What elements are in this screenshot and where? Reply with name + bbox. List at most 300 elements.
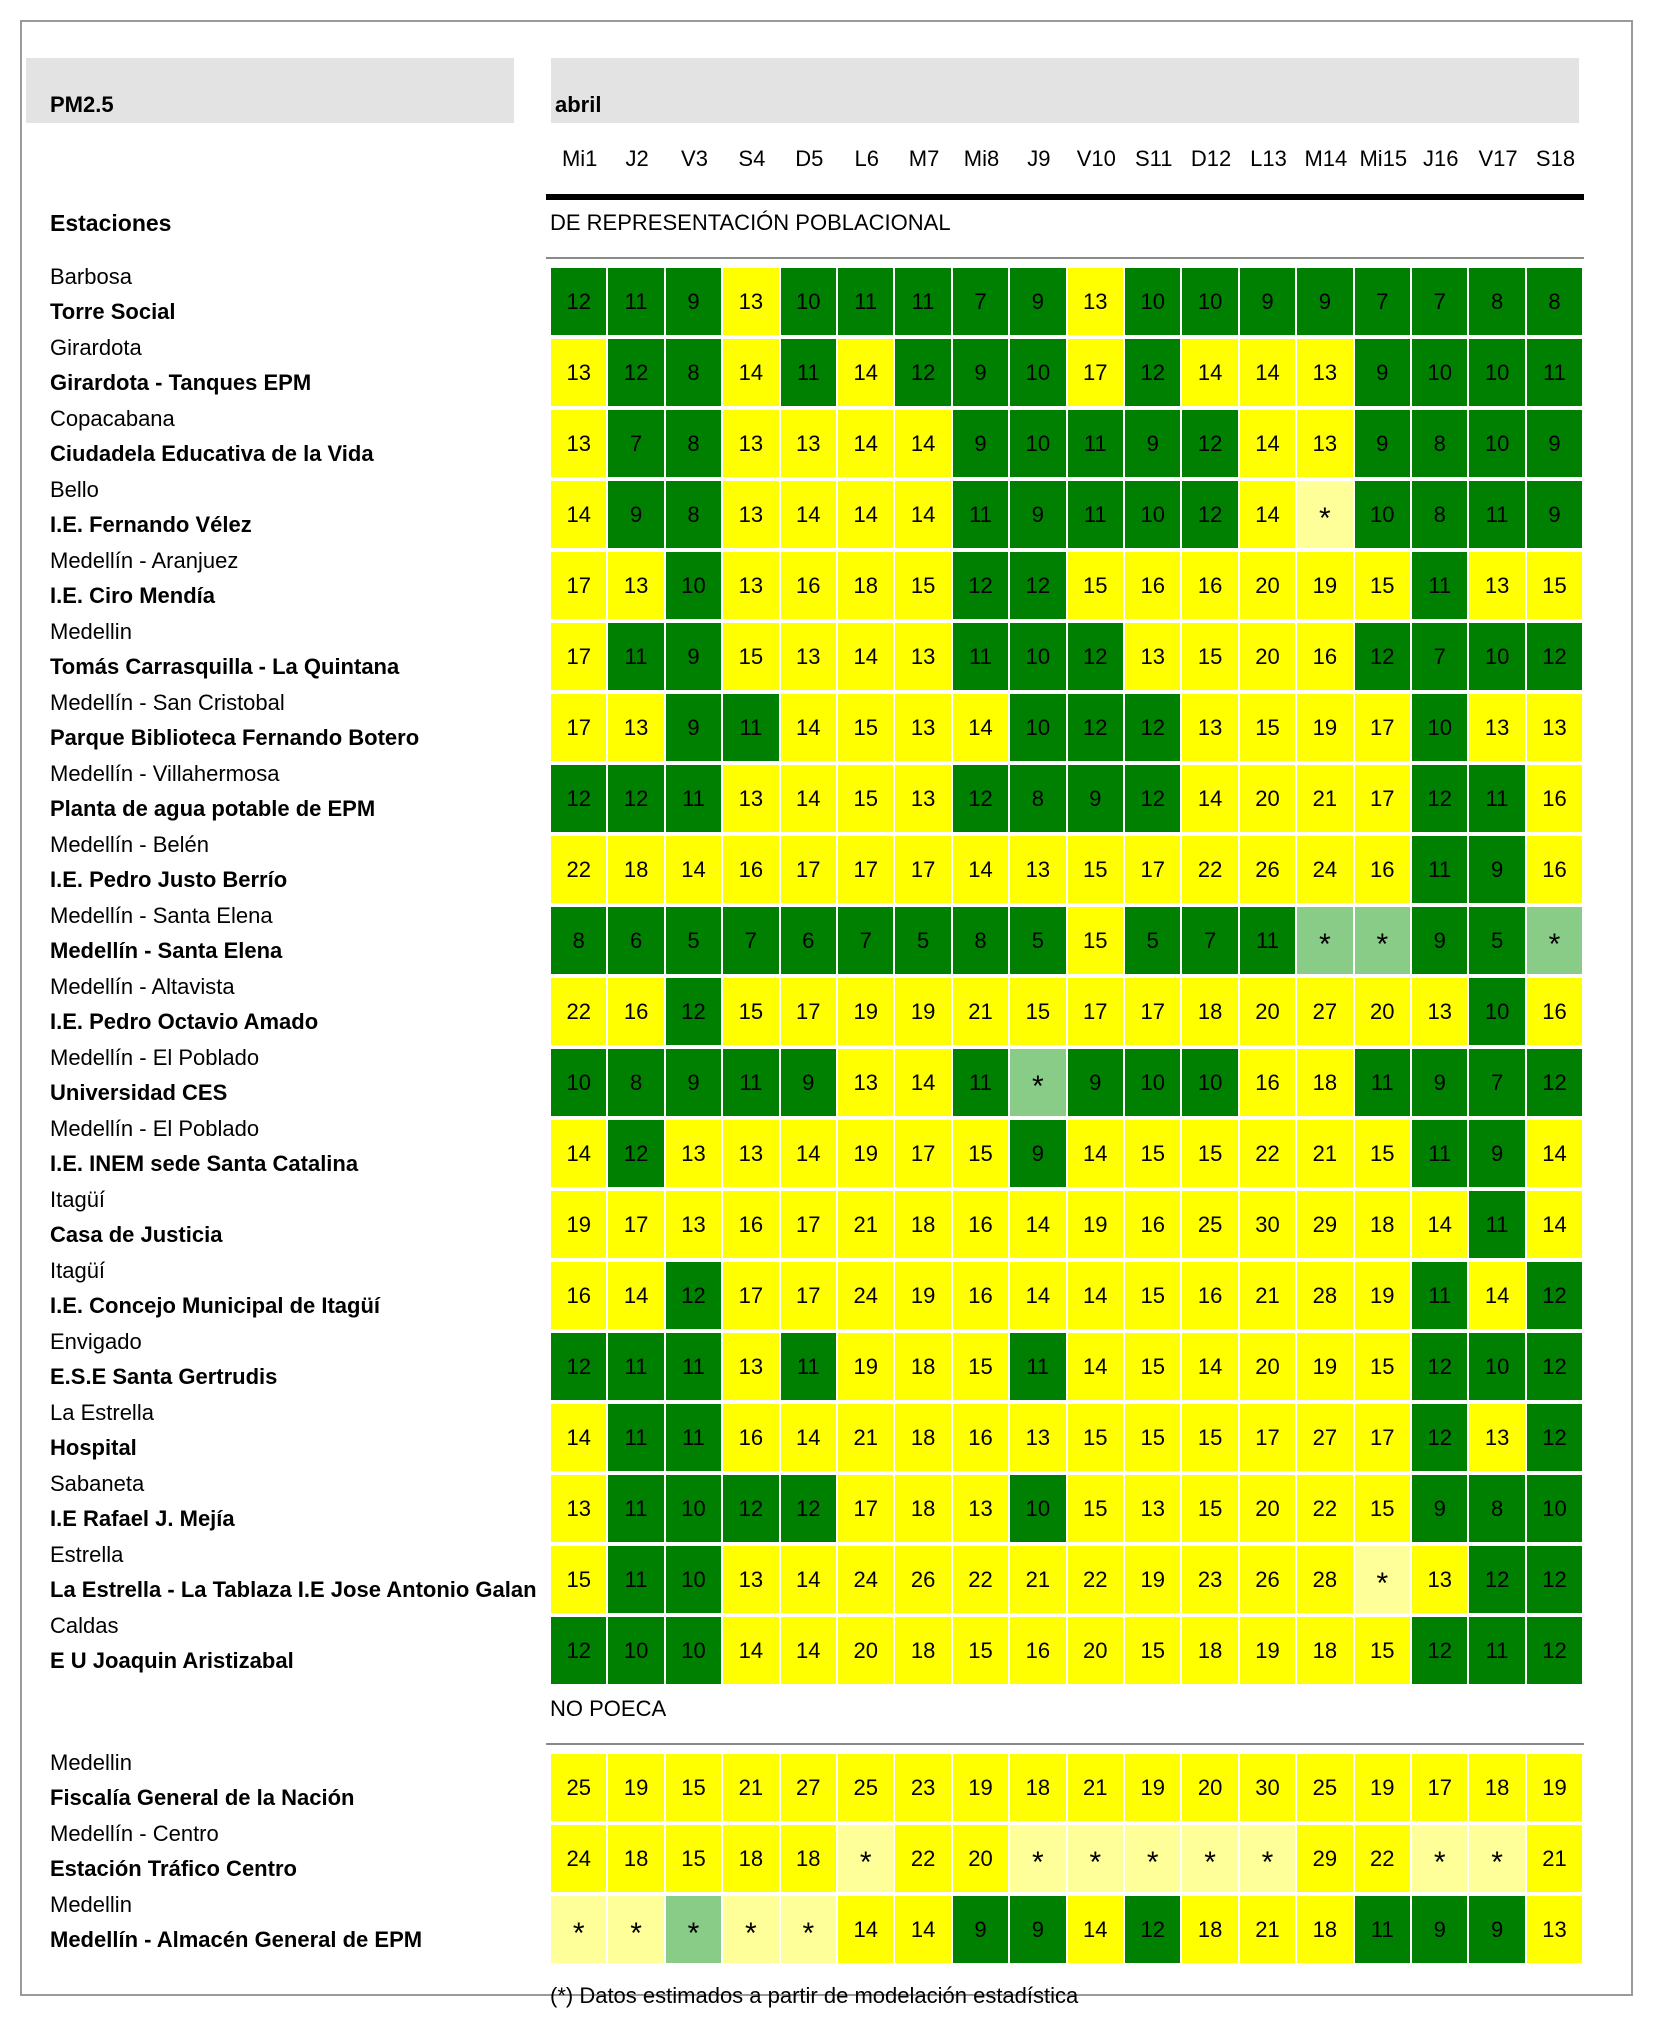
value-cell: 12 — [1355, 623, 1410, 690]
value-cell: 9 — [1010, 268, 1065, 335]
value-cell: 16 — [781, 552, 836, 619]
value-cell: 10 — [1469, 623, 1524, 690]
station-label — [50, 1258, 610, 1333]
value-cell: 8 — [666, 410, 721, 477]
value-cell: 13 — [1297, 410, 1352, 477]
value-cell: 14 — [838, 339, 893, 406]
table-row — [551, 836, 1585, 907]
day-header: V3 — [681, 146, 708, 171]
value-cell: 12 — [666, 1262, 721, 1329]
station-label — [50, 1542, 610, 1617]
value-cell: 13 — [1297, 339, 1352, 406]
value-cell: 14 — [723, 1617, 778, 1684]
station-name: I.E. Pedro Octavio Amado — [50, 1009, 319, 1034]
station-name: Medellín - Santa Elena — [50, 938, 283, 963]
value-cell: 10 — [1469, 339, 1524, 406]
value-cell: 13 — [1527, 1896, 1582, 1963]
value-cell: 15 — [1182, 1404, 1237, 1471]
value-cell: 16 — [1182, 1262, 1237, 1329]
value-cell: 11 — [1412, 836, 1467, 903]
value-cell: 15 — [1068, 1475, 1123, 1542]
value-cell: 17 — [1068, 978, 1123, 1045]
value-cell: 7 — [953, 268, 1008, 335]
table-row — [551, 1191, 1585, 1262]
value-cell: 12 — [1182, 410, 1237, 477]
value-cell: 26 — [1240, 836, 1295, 903]
value-cell: 23 — [895, 1754, 950, 1821]
value-cell: * — [551, 1896, 606, 1963]
table-row — [551, 1262, 1585, 1333]
value-cell: 19 — [1297, 694, 1352, 761]
value-cell: 13 — [1010, 1404, 1065, 1471]
value-cell: 10 — [551, 1049, 606, 1116]
value-cell: 12 — [608, 339, 663, 406]
table-row — [551, 1896, 1585, 1967]
value-cell: 18 — [895, 1404, 950, 1471]
value-cell: 11 — [953, 1049, 1008, 1116]
value-cell: 14 — [953, 694, 1008, 761]
day-header: M14 — [1304, 146, 1348, 171]
value-cell: 18 — [1010, 1754, 1065, 1821]
value-cell: 15 — [723, 623, 778, 690]
value-cell: 10 — [1125, 268, 1180, 335]
value-cell: 14 — [608, 1262, 663, 1329]
value-cell: 10 — [1125, 481, 1180, 548]
value-cell: * — [1240, 1825, 1295, 1892]
value-cell: 18 — [1182, 1617, 1237, 1684]
value-cell: 11 — [1068, 410, 1123, 477]
value-cell: 18 — [895, 1333, 950, 1400]
value-cell: 10 — [1355, 481, 1410, 548]
value-cell: 15 — [1182, 1120, 1237, 1187]
value-cell: 15 — [723, 978, 778, 1045]
value-cell: 11 — [608, 1404, 663, 1471]
value-cell: 15 — [666, 1825, 721, 1892]
value-cell: 11 — [953, 481, 1008, 548]
value-cell: 14 — [1240, 481, 1295, 548]
value-cell: * — [666, 1896, 721, 1963]
value-cell: 12 — [608, 1120, 663, 1187]
value-cell: 10 — [781, 268, 836, 335]
value-cell: 14 — [895, 410, 950, 477]
value-cell: 9 — [1412, 1896, 1467, 1963]
value-cell: 13 — [838, 1049, 893, 1116]
value-cell: 22 — [551, 836, 606, 903]
value-cell: 8 — [608, 1049, 663, 1116]
value-cell: 16 — [1527, 765, 1582, 832]
value-cell: 14 — [1527, 1191, 1582, 1258]
value-cell: 15 — [1355, 1333, 1410, 1400]
value-cell: * — [1010, 1825, 1065, 1892]
value-cell: 13 — [1469, 694, 1524, 761]
value-cell: 11 — [781, 339, 836, 406]
value-cell: 14 — [551, 481, 606, 548]
value-cell: 10 — [1010, 339, 1065, 406]
value-cell: 12 — [1412, 1617, 1467, 1684]
value-cell: 16 — [1010, 1617, 1065, 1684]
section-rule-poblacional — [546, 257, 1584, 259]
station-label — [50, 903, 610, 978]
value-cell: 12 — [1412, 1333, 1467, 1400]
value-cell: 17 — [781, 1262, 836, 1329]
value-cell: 14 — [781, 765, 836, 832]
value-cell: 19 — [895, 978, 950, 1045]
value-cell: 16 — [1527, 978, 1582, 1045]
value-cell: 19 — [895, 1262, 950, 1329]
value-cell: 10 — [1469, 1333, 1524, 1400]
value-cell: 20 — [1240, 1475, 1295, 1542]
value-cell: 8 — [953, 907, 1008, 974]
municipality-name: Itagüí — [50, 1258, 106, 1283]
value-cell: 15 — [1355, 1120, 1410, 1187]
value-cell: 15 — [953, 1333, 1008, 1400]
value-cell: 11 — [1010, 1333, 1065, 1400]
value-cell: 9 — [666, 623, 721, 690]
section-label-no-poeca: NO POECA — [550, 1696, 667, 1721]
value-cell: * — [1068, 1825, 1123, 1892]
station-name: La Estrella - La Tablaza I.E Jose Antonio Galan — [50, 1577, 537, 1602]
value-cell: 11 — [895, 268, 950, 335]
value-cell: 12 — [1527, 1333, 1582, 1400]
value-cell: 17 — [608, 1191, 663, 1258]
value-cell: 21 — [838, 1404, 893, 1471]
value-cell: 20 — [1355, 978, 1410, 1045]
value-cell: 25 — [1297, 1754, 1352, 1821]
section-rule-no-poeca — [546, 1743, 1584, 1745]
value-cell: 21 — [1240, 1896, 1295, 1963]
municipality-name: Envigado — [50, 1329, 142, 1354]
value-cell: 18 — [1469, 1754, 1524, 1821]
value-cell: 10 — [1125, 1049, 1180, 1116]
value-cell: 19 — [608, 1754, 663, 1821]
day-header: S4 — [738, 146, 766, 171]
value-cell: 12 — [1412, 765, 1467, 832]
value-cell: 9 — [1240, 268, 1295, 335]
value-cell: 19 — [1240, 1617, 1295, 1684]
value-cell: 9 — [666, 1049, 721, 1116]
value-cell: 25 — [551, 1754, 606, 1821]
value-cell: 11 — [1355, 1049, 1410, 1116]
value-cell: 8 — [666, 481, 721, 548]
value-cell: 13 — [1527, 694, 1582, 761]
value-cell: 15 — [838, 765, 893, 832]
value-cell: 15 — [1527, 552, 1582, 619]
value-cell: 11 — [781, 1333, 836, 1400]
value-cell: 15 — [1355, 1475, 1410, 1542]
value-cell: 15 — [1182, 623, 1237, 690]
value-cell: 28 — [1297, 1262, 1352, 1329]
value-cell: 13 — [1469, 552, 1524, 619]
value-cell: 10 — [1010, 1475, 1065, 1542]
value-cell: 29 — [1297, 1825, 1352, 1892]
value-cell: 14 — [1068, 1896, 1123, 1963]
value-cell: 11 — [1469, 1617, 1524, 1684]
table-row — [551, 1825, 1585, 1896]
value-cell: 15 — [895, 552, 950, 619]
value-cell: 9 — [1527, 481, 1582, 548]
value-cell: 15 — [1068, 836, 1123, 903]
value-cell: 29 — [1297, 1191, 1352, 1258]
value-cell: 12 — [1469, 1546, 1524, 1613]
station-name: Estación Tráfico Centro — [50, 1856, 297, 1881]
value-cell: 7 — [608, 410, 663, 477]
value-cell: 12 — [551, 268, 606, 335]
value-cell: * — [1412, 1825, 1467, 1892]
value-cell: 18 — [1355, 1191, 1410, 1258]
value-cell: 14 — [895, 1049, 950, 1116]
value-cell: 15 — [551, 1546, 606, 1613]
value-cell: 8 — [1412, 410, 1467, 477]
footnote: (*) Datos estimados a partir de modelación estadística — [550, 1983, 1079, 2008]
value-cell: 12 — [1125, 1896, 1180, 1963]
table-row — [551, 978, 1585, 1049]
value-cell: 16 — [723, 1404, 778, 1471]
value-cell: 11 — [723, 694, 778, 761]
municipality-name: Medellin — [50, 619, 132, 644]
municipality-name: Medellín - Aranjuez — [50, 548, 239, 573]
station-name: I.E. INEM sede Santa Catalina — [50, 1151, 359, 1176]
value-cell: 10 — [666, 1546, 721, 1613]
value-cell: 13 — [666, 1191, 721, 1258]
value-cell: 10 — [1527, 1475, 1582, 1542]
value-cell: 19 — [1125, 1546, 1180, 1613]
value-cell: 11 — [1412, 552, 1467, 619]
value-cell: 17 — [1355, 1404, 1410, 1471]
value-cell: 18 — [781, 1825, 836, 1892]
value-cell: 13 — [723, 481, 778, 548]
value-cell: 15 — [1125, 1333, 1180, 1400]
municipality-name: Bello — [50, 477, 99, 502]
value-cell: 17 — [781, 978, 836, 1045]
value-cell: 13 — [723, 552, 778, 619]
value-cell: 10 — [1182, 1049, 1237, 1116]
value-cell: 12 — [953, 765, 1008, 832]
value-cell: 14 — [838, 410, 893, 477]
value-cell: 19 — [1068, 1191, 1123, 1258]
value-cell: 20 — [1068, 1617, 1123, 1684]
value-cell: 18 — [1182, 1896, 1237, 1963]
value-cell: 15 — [1240, 694, 1295, 761]
station-name: Universidad CES — [50, 1080, 228, 1105]
value-cell: 17 — [781, 836, 836, 903]
value-cell: 19 — [1125, 1754, 1180, 1821]
value-cell: 22 — [1068, 1546, 1123, 1613]
station-label — [50, 1116, 610, 1191]
value-cell: 14 — [1240, 339, 1295, 406]
value-cell: 14 — [1412, 1191, 1467, 1258]
municipality-name: Itagüí — [50, 1187, 106, 1212]
value-cell: 13 — [1068, 268, 1123, 335]
value-cell: 10 — [608, 1617, 663, 1684]
value-cell: 13 — [551, 1475, 606, 1542]
header-band-right — [551, 58, 1579, 123]
value-cell: 15 — [666, 1754, 721, 1821]
value-cell: 21 — [723, 1754, 778, 1821]
value-cell: 10 — [666, 552, 721, 619]
value-cell: 11 — [608, 1333, 663, 1400]
value-cell: 9 — [1010, 481, 1065, 548]
value-cell: * — [781, 1896, 836, 1963]
value-cell: 19 — [953, 1754, 1008, 1821]
value-cell: 5 — [895, 907, 950, 974]
value-cell: 13 — [723, 1546, 778, 1613]
day-header: L13 — [1250, 146, 1287, 171]
value-cell: 11 — [1412, 1262, 1467, 1329]
municipality-name: Medellín - Belén — [50, 832, 209, 857]
value-cell: 16 — [1182, 552, 1237, 619]
municipality-name: Medellin — [50, 1750, 132, 1775]
value-cell: 6 — [608, 907, 663, 974]
value-cell: * — [1527, 907, 1582, 974]
value-cell: 20 — [1240, 623, 1295, 690]
day-header: J9 — [1027, 146, 1051, 171]
value-cell: 9 — [666, 268, 721, 335]
table-row — [551, 623, 1585, 694]
value-cell: 26 — [1240, 1546, 1295, 1613]
value-cell: 27 — [781, 1754, 836, 1821]
value-cell: 13 — [1469, 1404, 1524, 1471]
value-cell: 18 — [608, 836, 663, 903]
value-cell: 15 — [1068, 552, 1123, 619]
station-name: Ciudadela Educativa de la Vida — [50, 441, 374, 466]
station-label — [50, 1187, 610, 1262]
value-cell: 24 — [838, 1546, 893, 1613]
municipality-name: Medellín - Santa Elena — [50, 903, 273, 928]
value-cell: 12 — [895, 339, 950, 406]
value-cell: 11 — [723, 1049, 778, 1116]
value-cell: 25 — [838, 1754, 893, 1821]
table-row — [551, 1120, 1585, 1191]
value-cell: 14 — [895, 481, 950, 548]
value-cell: 12 — [1412, 1404, 1467, 1471]
value-cell: 21 — [1527, 1825, 1582, 1892]
value-cell: 11 — [838, 268, 893, 335]
value-cell: * — [1010, 1049, 1065, 1116]
value-cell: 9 — [1010, 1896, 1065, 1963]
value-cell: 16 — [551, 1262, 606, 1329]
value-cell: 17 — [723, 1262, 778, 1329]
value-cell: 13 — [723, 1333, 778, 1400]
value-cell: 9 — [1412, 1475, 1467, 1542]
station-name: Fiscalía General de la Nación — [50, 1785, 355, 1810]
station-label — [50, 1892, 610, 1967]
value-cell: 17 — [895, 836, 950, 903]
value-cell: 18 — [895, 1191, 950, 1258]
value-cell: 13 — [723, 268, 778, 335]
day-header: S18 — [1535, 146, 1576, 171]
value-cell: 10 — [1182, 268, 1237, 335]
value-cell: 12 — [1527, 623, 1582, 690]
value-cell: 14 — [838, 1896, 893, 1963]
value-cell: 11 — [1469, 1191, 1524, 1258]
value-cell: 24 — [838, 1262, 893, 1329]
value-cell: 14 — [1068, 1120, 1123, 1187]
value-cell: 13 — [781, 410, 836, 477]
station-label — [50, 335, 610, 410]
value-cell: 12 — [551, 765, 606, 832]
value-cell: 16 — [1355, 836, 1410, 903]
value-cell: 9 — [608, 481, 663, 548]
station-label — [50, 1329, 610, 1404]
value-cell: 16 — [1125, 552, 1180, 619]
value-cell: 20 — [1240, 1333, 1295, 1400]
station-label — [50, 1400, 610, 1475]
value-cell: 22 — [953, 1546, 1008, 1613]
value-cell: 9 — [1469, 836, 1524, 903]
value-cell: 14 — [1527, 1120, 1582, 1187]
municipality-name: Girardota — [50, 335, 142, 360]
value-cell: 10 — [1412, 694, 1467, 761]
table-row — [551, 765, 1585, 836]
municipality-name: Medellín - El Poblado — [50, 1045, 260, 1070]
day-header: M7 — [908, 146, 940, 171]
value-cell: 13 — [953, 1475, 1008, 1542]
value-cell: 19 — [838, 978, 893, 1045]
value-cell: 20 — [1240, 552, 1295, 619]
value-cell: 10 — [666, 1617, 721, 1684]
value-cell: 14 — [723, 339, 778, 406]
value-cell: 12 — [953, 552, 1008, 619]
value-cell: 18 — [723, 1825, 778, 1892]
value-cell: 18 — [1297, 1896, 1352, 1963]
day-header: J16 — [1422, 146, 1459, 171]
value-cell: 16 — [1297, 623, 1352, 690]
value-cell: 7 — [838, 907, 893, 974]
station-name: I.E. Concejo Municipal de Itagüí — [50, 1293, 381, 1318]
value-cell: 9 — [1010, 1120, 1065, 1187]
station-label — [50, 477, 610, 552]
value-cell: 13 — [608, 694, 663, 761]
value-cell: 9 — [1125, 410, 1180, 477]
value-cell: 20 — [838, 1617, 893, 1684]
station-label — [50, 1821, 610, 1896]
value-cell: 15 — [1182, 1475, 1237, 1542]
value-cell: 12 — [1125, 339, 1180, 406]
value-cell: 9 — [1527, 410, 1582, 477]
value-cell: 9 — [666, 694, 721, 761]
value-cell: 13 — [895, 765, 950, 832]
value-cell: 24 — [1297, 836, 1352, 903]
value-cell: 17 — [551, 694, 606, 761]
value-cell: 12 — [1125, 765, 1180, 832]
value-cell: 10 — [1010, 694, 1065, 761]
municipality-name: Medellín - El Poblado — [50, 1116, 260, 1141]
value-cell: 11 — [608, 1475, 663, 1542]
value-cell: 13 — [608, 552, 663, 619]
value-cell: 14 — [781, 694, 836, 761]
value-cell: 12 — [723, 1475, 778, 1542]
value-cell: 12 — [1010, 552, 1065, 619]
value-cell: 17 — [781, 1191, 836, 1258]
day-header: J2 — [625, 146, 649, 171]
station-name: Medellín - Almacén General de EPM — [50, 1927, 423, 1952]
value-cell: 19 — [1297, 552, 1352, 619]
value-cell: 13 — [781, 623, 836, 690]
value-cell: 12 — [1527, 1404, 1582, 1471]
value-cell: 16 — [1240, 1049, 1295, 1116]
value-cell: 13 — [723, 410, 778, 477]
day-header: Mi15 — [1359, 146, 1408, 171]
table-row — [551, 1333, 1585, 1404]
day-header: D5 — [795, 146, 824, 171]
value-cell: 15 — [1068, 1404, 1123, 1471]
value-cell: 17 — [1068, 339, 1123, 406]
value-cell: 11 — [608, 268, 663, 335]
station-label — [50, 406, 610, 481]
section-label-poblacional: DE REPRESENTACIÓN POBLACIONAL — [550, 210, 951, 235]
value-cell: 15 — [1355, 1617, 1410, 1684]
station-name: Tomás Carrasquilla - La Quintana — [50, 654, 400, 679]
